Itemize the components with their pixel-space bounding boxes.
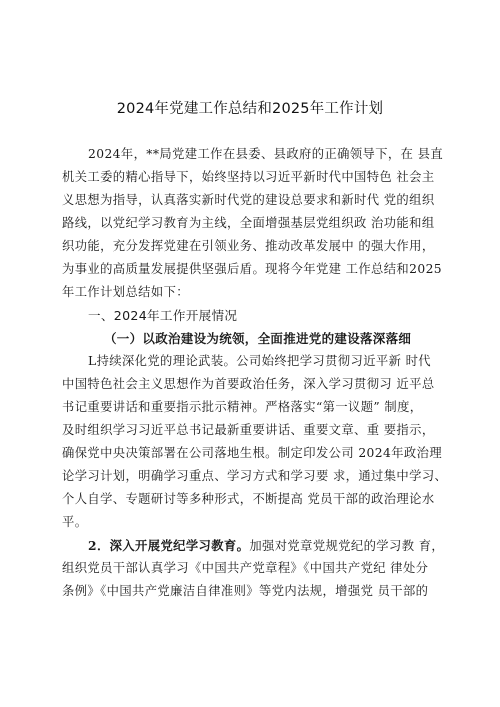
paragraph-line: 条例》《中国共产党廉洁自律准则》等党内法规，增强党 员干部的 — [62, 584, 429, 598]
paragraph-line: 及时组织学习习近平总书记最新重要讲话、重要文章、重 要指示， — [62, 423, 435, 437]
intro-line: 2024年，**局党建工作在县委、县政府的正确领导下，在 县直 — [88, 147, 444, 161]
paragraph-lead: 2．深入开展党纪学习教育。 — [88, 538, 250, 553]
paragraph-text: 加强对党章党规党纪的学习教 育， — [249, 539, 445, 553]
intro-line: 织功能，充分发挥党建在引领业务、推动改革发展中 的强大作用， — [62, 239, 435, 253]
paragraph-line: 确保党中央决策部署在公司落地生根。制定印发公司 2024年政治理 — [62, 446, 443, 460]
intro-line: 路线，以党纪学习教育为主线，全面增强基层党组织政 治功能和组 — [62, 216, 435, 230]
intro-line: 义思想为指导，认真落实新时代党的建设总要求和新时代 党的组织 — [62, 193, 435, 207]
intro-line: 为事业的高质量发展提供坚强后盾。现将今年党建 工作总结和2025 — [62, 262, 443, 276]
paragraph-line: 书记重要讲话和重要指示批示精神。严格落实“第一议题” 制度， — [62, 400, 423, 414]
paragraph-line: 平。 — [62, 515, 88, 529]
document-title: 2024年党建工作总结和2025年工作计划 — [116, 101, 384, 117]
paragraph-line: 组织党员干部认真学习《中国共产党章程》《中国共产党纪 律处分 — [62, 561, 429, 575]
document-body — [62, 143, 454, 603]
paragraph-line: 论学习计划，明确学习重点、学习方式和学习要 求，通过集中学习、 — [62, 469, 448, 483]
paragraph-line: 中国特色社会主义思想作为首要政治任务，深入学习贯彻习 近平总 — [62, 377, 435, 391]
paragraph-line: L持续深化党的理论武装。公司始终把学习贯彻习近平新 时代 — [88, 354, 431, 368]
subsection-heading: （一）以政治建设为统领，全面推进党的建设落深落细 — [104, 331, 412, 346]
paragraph-line: 个人自学、专题研讨等多种形式，不断提高 党员干部的政治理论水 — [62, 492, 435, 506]
paragraph-line — [62, 534, 454, 557]
section-heading: 一、2024年工作开展情况 — [88, 308, 238, 323]
intro-line: 机关工委的精心指导下，始终坚持以习近平新时代中国特色 社会主 — [62, 170, 435, 184]
intro-line: 年工作计划总结如下： — [62, 285, 189, 299]
